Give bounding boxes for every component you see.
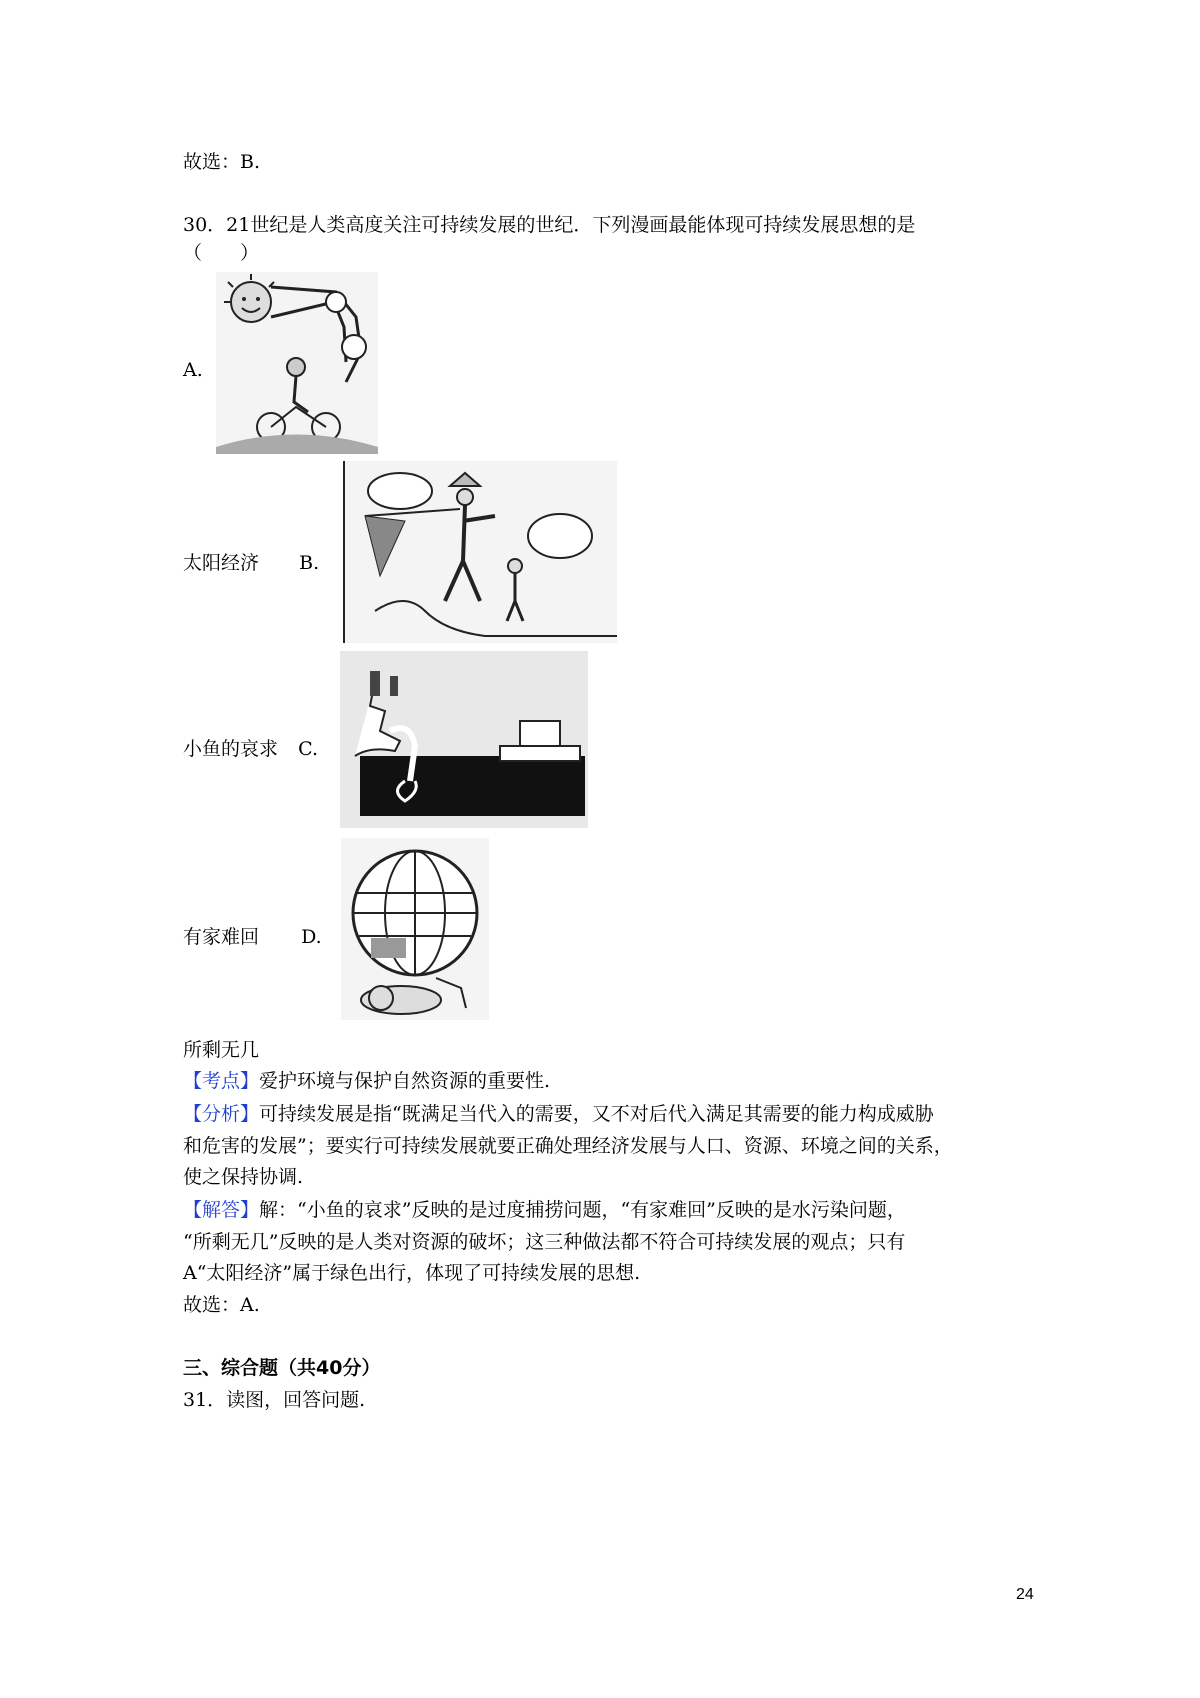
option-b-label [183, 550, 319, 576]
question-31-stem: 31．读图，回答问题. [183, 1389, 366, 1411]
option-d-caption: 所剩无几 [183, 1039, 260, 1061]
fisherman-net-icon [345, 461, 617, 643]
page-number: 24 [1016, 1586, 1034, 1603]
sun-powered-bicycle-icon [216, 272, 378, 454]
jieda-line-2: “所剩无几”反映的是人类对资源的破坏；这三种做法都不符合可持续发展的观点；只有 [183, 1231, 906, 1253]
option-a-image [216, 272, 378, 454]
kaodian-line [183, 1068, 550, 1094]
option-a-label [183, 357, 203, 383]
option-d-prefix: 有家难回 [183, 926, 260, 948]
option-b-prefix: 太阳经济 [183, 552, 260, 574]
jieda-line-3: A“太阳经济”属于绿色出行，体现了可持续发展的思想. [183, 1262, 641, 1284]
kaodian-text: 爱护环境与保护自然资源的重要性. [259, 1070, 551, 1092]
fenxi-text-1: 可持续发展是指“既满足当代入的需要，又不对后代入满足其需要的能力构成威胁 [259, 1103, 934, 1125]
fenxi-line-1 [183, 1101, 934, 1127]
globe-burden-icon [341, 838, 489, 1020]
option-b-image [343, 461, 617, 643]
fenxi-label: 【分析】 [183, 1103, 260, 1125]
option-d-label [183, 924, 322, 950]
option-c-label [183, 736, 318, 762]
question-30-stem: 30．21世纪是人类高度关注可持续发展的世纪．下列漫画最能体现可持续发展思想的是 [183, 214, 916, 236]
question-30-paren: （ ） [183, 242, 260, 264]
option-d-letter: D. [301, 926, 322, 948]
jieda-label: 【解答】 [183, 1199, 260, 1221]
fenxi-line-2: 和危害的发展”；要实行可持续发展就要正确处理经济发展与人口、资源、环境之间的关系， [183, 1135, 953, 1157]
option-a-letter: A. [183, 359, 203, 381]
question-30-answer: 故选：A. [183, 1294, 260, 1316]
previous-answer: 故选：B. [183, 151, 261, 173]
option-d-image [341, 838, 489, 1020]
jieda-text-1: 解：“小鱼的哀求”反映的是过度捕捞问题，“有家难回”反映的是水污染问题， [259, 1199, 906, 1221]
option-c-letter: C. [298, 738, 319, 760]
section-3-title: 三、综合题（共40分） [183, 1357, 381, 1379]
jieda-line-1 [183, 1197, 906, 1223]
option-b-letter: B. [299, 552, 320, 574]
factory-pollution-icon [340, 651, 588, 828]
option-c-prefix: 小鱼的哀求 [183, 738, 279, 760]
fenxi-line-3: 使之保持协调. [183, 1166, 304, 1188]
option-c-image [340, 651, 588, 828]
kaodian-label: 【考点】 [183, 1070, 260, 1092]
